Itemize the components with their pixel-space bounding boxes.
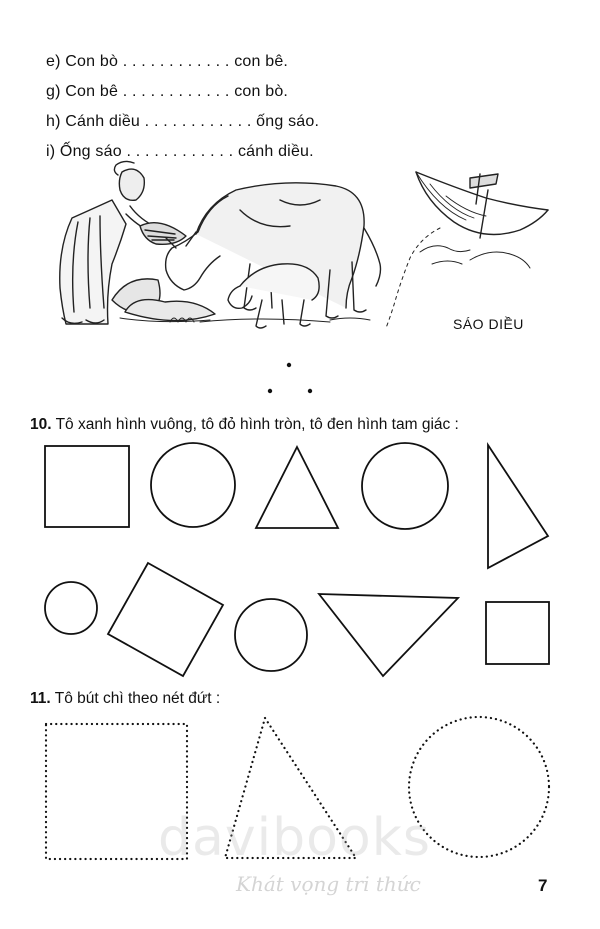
exercise-9-line-e: e) Con bò . . . . . . . . . . . . con bê. (46, 53, 289, 70)
circle-shape[interactable] (235, 599, 307, 671)
circle-shape[interactable] (151, 443, 235, 527)
square-shape[interactable] (108, 563, 223, 676)
exercise-9-line-i: i) Ống sáo . . . . . . . . . . . . cánh diều. (46, 143, 314, 160)
exercise-11-heading (30, 690, 220, 708)
triangle-shape[interactable] (256, 447, 338, 528)
watermark-brand: davibooks (158, 808, 431, 868)
section-separator (268, 363, 312, 393)
page-number: 7 (538, 876, 548, 895)
exercise-10-shapes (45, 443, 549, 676)
exercise-11-instruction: Tô bút chì theo nét đứt : (54, 690, 221, 707)
triangle-shape[interactable] (319, 594, 458, 676)
exercise-9-line-g: g) Con bê . . . . . . . . . . . . con bò. (46, 83, 289, 100)
circle-shape[interactable] (362, 443, 448, 529)
square-shape[interactable] (486, 602, 549, 664)
exercise-10-instruction: Tô xanh hình vuông, tô đỏ hình tròn, tô đen hình tam giác : (55, 416, 459, 433)
watermark-slogan: Khát vọng tri thức (236, 872, 421, 896)
circle-shape[interactable] (45, 582, 97, 634)
exercise-11-number: 11. (30, 690, 51, 707)
kite-illustration (386, 172, 548, 328)
exercise-10-number: 10. (30, 416, 52, 433)
square-shape[interactable] (45, 446, 129, 527)
triangle-shape[interactable] (488, 445, 548, 568)
exercise-10-heading (30, 416, 459, 434)
kite-label: SÁO DIỀU (453, 316, 524, 332)
exercise-9-line-h: h) Cánh diều . . . . . . . . . . . . ống sáo. (46, 113, 320, 130)
cow-feeding-illustration (60, 161, 381, 328)
